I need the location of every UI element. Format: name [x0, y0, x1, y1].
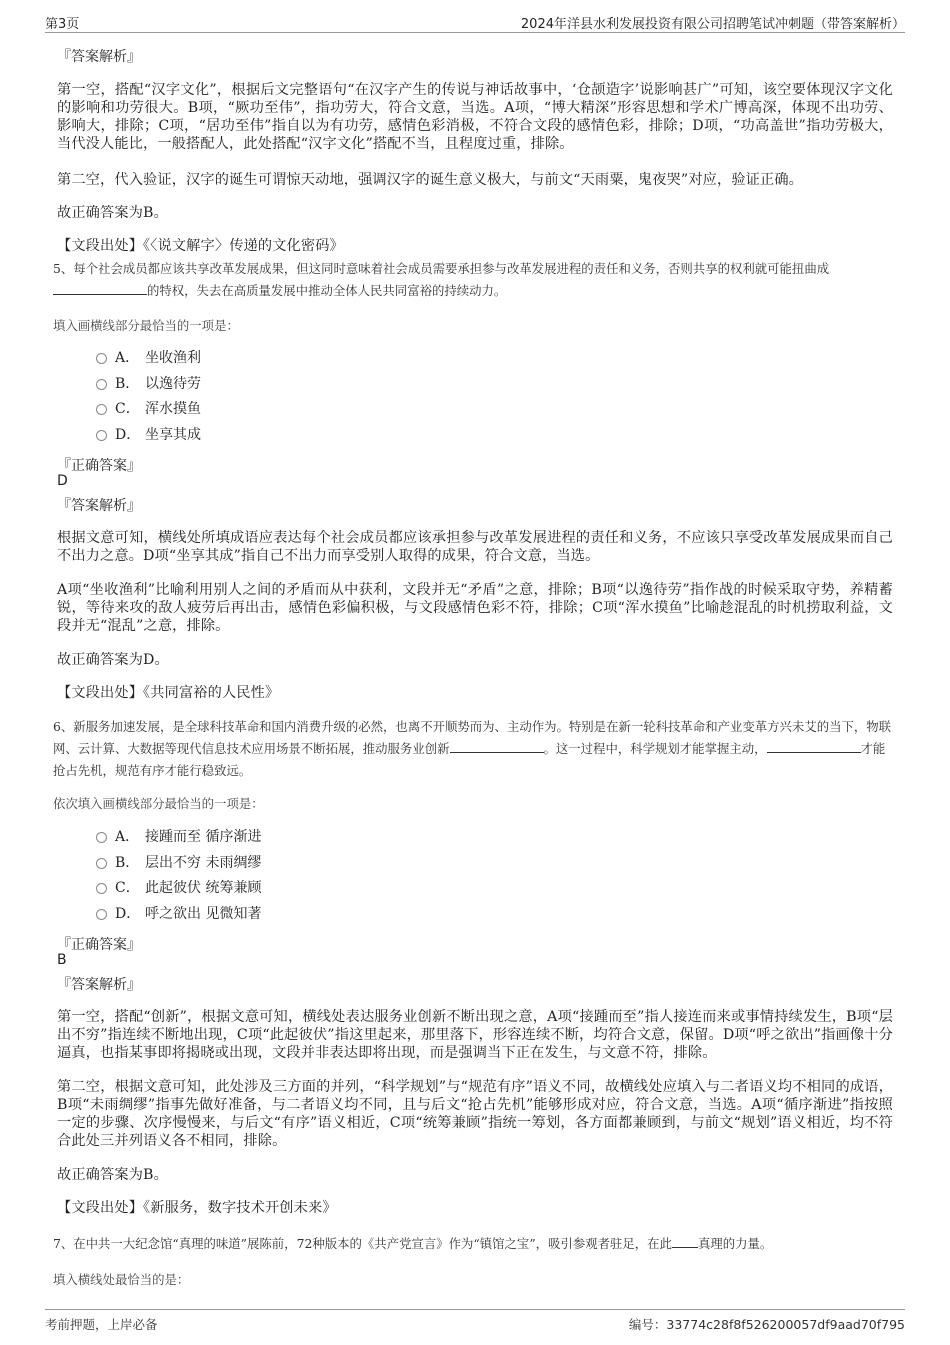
page-number: 第3页 — [45, 17, 80, 32]
question-stem-part: 7、在中共一大纪念馆“真理的味道”展陈前，72种版本的《共产党宣言》作为“镇馆之宝”，吸引参观者驻足，在此 — [53, 1236, 672, 1251]
analysis-paragraph: 第二空，根据文意可知，此处涉及三方面的并列，“科学规划”与“规范有序”语义不同，故横线处应填入与二者语义均不相同的成语，B项“未雨绸缪”指事先做好准备，与二者语义均不同，且与后文“抢占先机”能够形成对应，符合文意，当选。A项“循序渐进”指按照一定的步骤、次序慢慢来，与后文“有序”语义相近，C项“统筹兼顾”指统一筹划，各方面都兼顾到，与前文“规划”语义相近，均不符合此处三并列语义各不相同，排除。 — [57, 1079, 893, 1149]
correct-answer: D — [57, 473, 68, 489]
conclusion: 故正确答案为B。 — [57, 1167, 168, 1183]
question-stem-part: 真理的力量。 — [697, 1236, 773, 1251]
radio-icon[interactable] — [96, 404, 107, 415]
option-b[interactable] — [96, 374, 201, 394]
question-stem-part: 5、每个社会成员都应该共享改革发展成果，但这同时意味着社会成员需要承担参与改革发展进程的责任和义务，否则共享的权利就可能扭曲成 — [53, 261, 830, 276]
source-citation: 【文段出处】《共同富裕的人民性》 — [57, 685, 280, 701]
document-title: 2024年洋县水利发展投资有限公司招聘笔试冲刺题（带答案解析） — [520, 17, 905, 32]
option-letter: B． — [115, 855, 140, 871]
option-letter: A． — [115, 350, 140, 366]
option-c[interactable] — [96, 399, 201, 419]
option-text: 呼之欲出 见微知著 — [145, 906, 262, 922]
option-b[interactable] — [96, 853, 261, 873]
analysis-paragraph: A项“坐收渔利”比喻利用别人之间的矛盾而从中获利，文段并无“矛盾”之意，排除；B项“以逸待劳”指作战的时候采取守势，养精蓄锐，等待来攻的敌人疲劳后再出击，感情色彩偏积极，与文段感情色彩不符，排除；C项“浑水摸鱼”比喻趁混乱的时机捞取利益，文段并无“混乱”之意，排除。 — [57, 582, 893, 634]
page-footer — [45, 1309, 905, 1334]
option-a[interactable] — [96, 827, 261, 847]
page-header — [45, 12, 905, 33]
option-letter: C． — [115, 880, 140, 896]
question-stem-part: 的特权，失去在高质量发展中推动全体人民共同富裕的持续动力。 — [147, 283, 507, 298]
option-a[interactable] — [96, 348, 201, 368]
option-text: 浑水摸鱼 — [145, 401, 201, 417]
source-citation: 【文段出处】《〈说文解字〉传递的文化密码》 — [57, 238, 344, 254]
document-code: 编号：33774c28f8f526200057df9aad70f795 — [628, 1317, 905, 1332]
conclusion: 故正确答案为B。 — [57, 205, 168, 221]
option-d[interactable] — [96, 425, 201, 445]
question-text — [53, 258, 895, 302]
analysis-paragraph: 第一空，搭配“汉字文化”，根据后文完整语句“在汉字产生的传说与神话故事中，‘仓颉造字’说影响甚广”可知，该空要体现汉字文化的影响和功劳很大。B项，“厥功至伟”，指功劳大，符合文意，当选。A项，“博大精深”形容思想和学术广博高深，体现不出功劳、影响大，排除；C项，“居功至伟”指自以为有功劳，感情色彩消极，不符合文段的感情色彩，排除；D项，“功高盖世”指功劳极大，当代没人能比，一般搭配人，此处搭配“汉字文化”搭配不当，且程度过重，排除。 — [57, 82, 893, 152]
option-letter: A． — [115, 829, 140, 845]
option-text: 此起彼伏 统筹兼顾 — [145, 880, 262, 896]
option-letter: B． — [115, 376, 140, 392]
fill-blank — [672, 1235, 698, 1248]
analysis-label: 『答案解析』 — [57, 977, 141, 993]
option-c[interactable] — [96, 878, 261, 898]
source-citation: 【文段出处】《新服务，数字技术开创未来》 — [57, 1200, 337, 1216]
radio-icon[interactable] — [96, 858, 107, 869]
analysis-paragraph: 第二空，代入验证，汉字的诞生可谓惊天动地，强调汉字的诞生意义极大，与前文“天雨粟，鬼夜哭”对应，验证正确。 — [57, 172, 804, 188]
correct-answer: B — [57, 952, 67, 968]
conclusion: 故正确答案为D。 — [57, 652, 169, 668]
radio-icon[interactable] — [96, 430, 107, 441]
correct-answer-label: 『正确答案』 — [57, 458, 141, 474]
analysis-paragraph: 第一空，搭配“创新”，根据文意可知，横线处表达服务业创新不断出现之意，A项“接踵而至”指人接连而来或事情持续发生，B项“层出不穷”指连续不断地出现，C项“此起彼伏”指这里起来，那里落下，形容连续不断，均符合文意，保留。D项“呼之欲出”指画像十分逼真，也指某事即将揭晓或出现，文段并非表达即将出现，而是强调当下正在发生，与文意不符，排除。 — [57, 1009, 893, 1061]
option-text: 接踵而至 循序渐进 — [145, 829, 262, 845]
option-text: 以逸待劳 — [145, 376, 201, 392]
option-text: 坐收渔利 — [145, 350, 201, 366]
question-stem-part: 6、新服务加速发展，是全球科技革命和国内消费升级的必然，也离不开顺势而为、主动作为。特别是在新一轮科技革命和产业变革方兴未艾的当下，物联网、云计算、大数据等现代信息技术应用场景不断拓展，推动服务业创新 — [53, 719, 892, 756]
radio-icon[interactable] — [96, 909, 107, 920]
question-stem-part: 才能抢占先机，规范有序才能行稳致远。 — [53, 741, 886, 778]
question-prompt: 填入横线处最恰当的是： — [53, 1272, 190, 1287]
correct-answer-label: 『正确答案』 — [57, 937, 141, 953]
analysis-paragraph: 根据文意可知，横线处所填成语应表达每个社会成员都应该承担参与改革发展进程的责任和义务，不应该只享受改革发展成果而自己不出力之意。D项“坐享其成”指自己不出力而享受别人取得的成果，符合文意，当选。 — [57, 530, 893, 564]
analysis-label: 『答案解析』 — [57, 498, 141, 514]
fill-blank — [450, 740, 544, 753]
option-text: 坐享其成 — [145, 427, 201, 443]
radio-icon[interactable] — [96, 379, 107, 390]
radio-icon[interactable] — [96, 832, 107, 843]
radio-icon[interactable] — [96, 883, 107, 894]
question-prompt: 依次填入画横线部分最恰当的一项是： — [53, 796, 264, 811]
option-text: 层出不穷 未雨绸缪 — [145, 855, 262, 871]
footer-slogan: 考前押题，上岸必备 — [45, 1317, 158, 1332]
question-stem-part: 。这一过程中，科学规划才能掌握主动， — [543, 741, 767, 756]
radio-icon[interactable] — [96, 353, 107, 364]
option-letter: D． — [115, 427, 141, 443]
option-d[interactable] — [96, 904, 261, 924]
fill-blank — [767, 740, 861, 753]
option-letter: C． — [115, 401, 140, 417]
analysis-label: 『答案解析』 — [57, 49, 141, 65]
option-letter: D． — [115, 906, 141, 922]
question-text — [53, 1233, 895, 1255]
question-prompt: 填入画横线部分最恰当的一项是： — [53, 318, 239, 333]
question-text — [53, 716, 895, 782]
fill-blank — [53, 282, 147, 295]
